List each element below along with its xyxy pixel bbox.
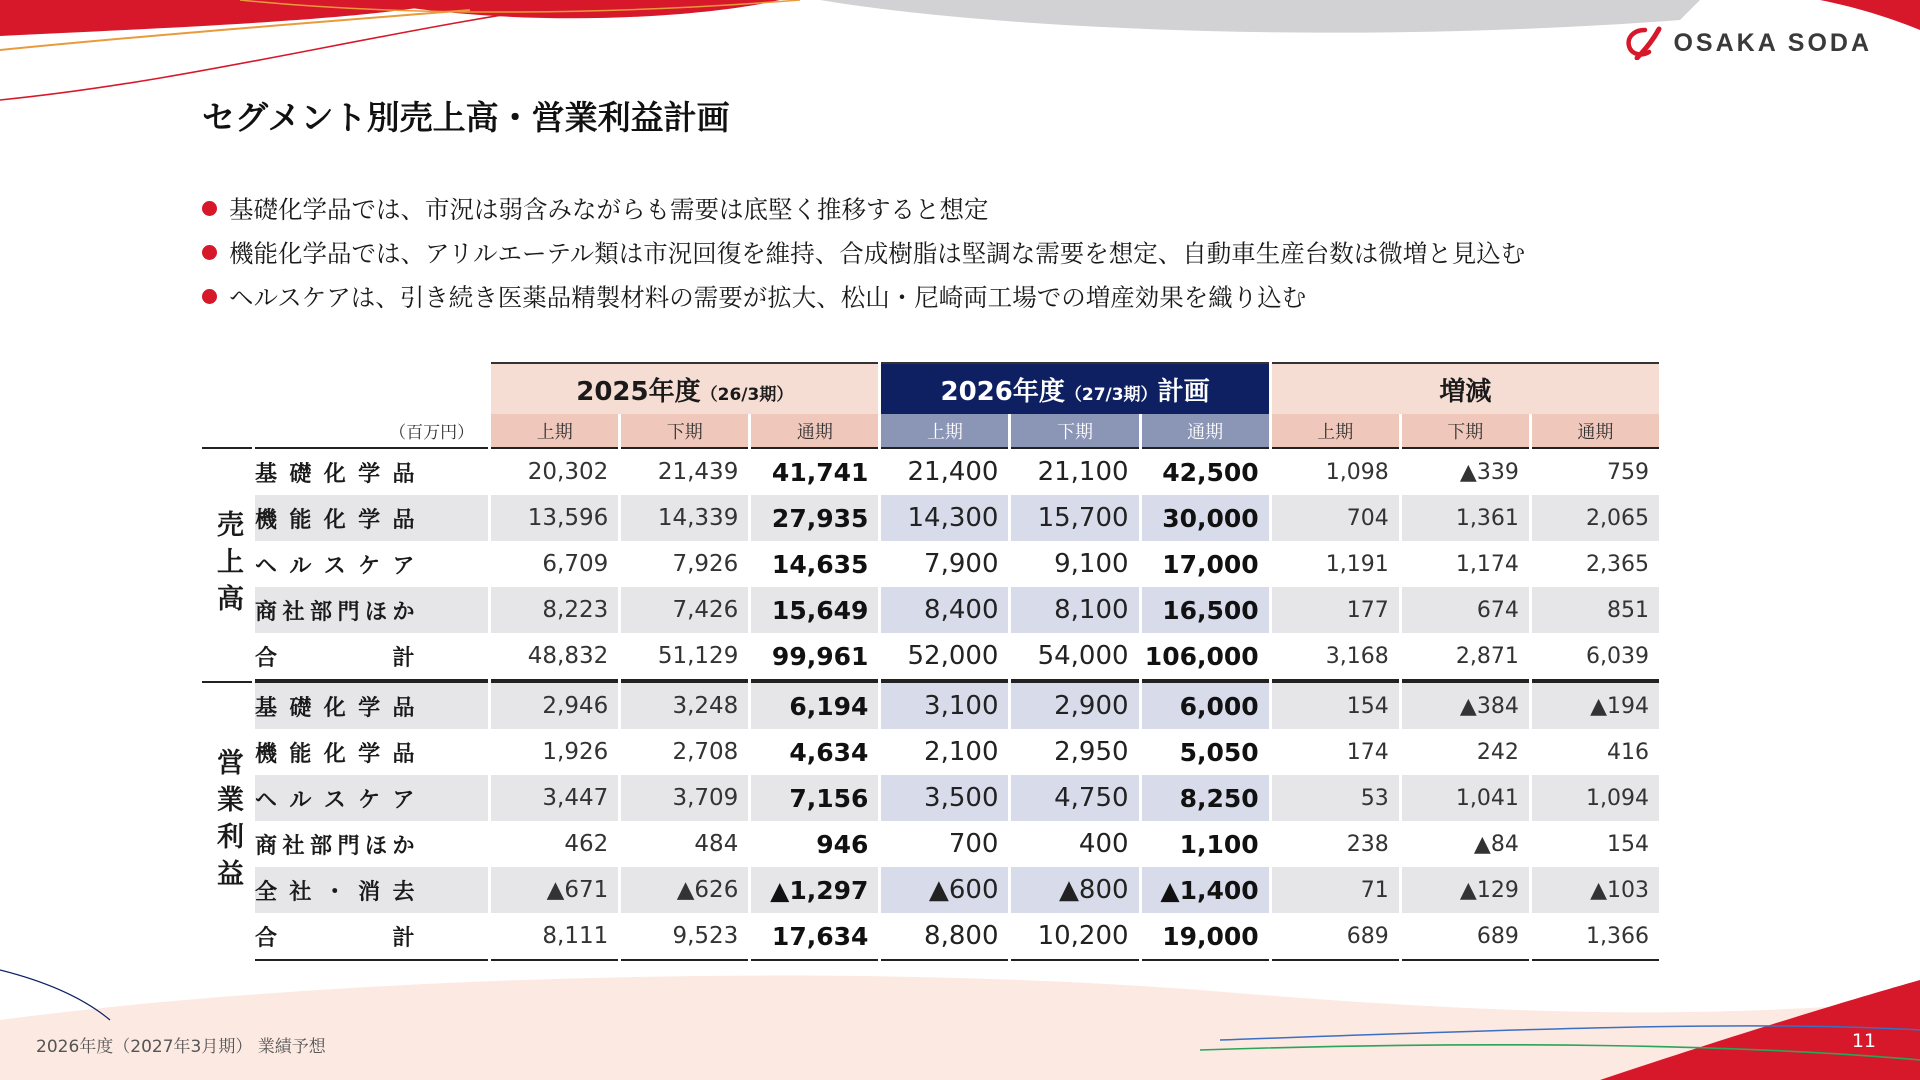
table-cell: 10,200: [1011, 913, 1138, 961]
table-cell: ▲800: [1011, 867, 1138, 913]
subheader-h2: 下期: [621, 414, 748, 447]
row-label-text: 合 計: [255, 645, 416, 671]
table-cell: 42,500: [1142, 447, 1269, 495]
header-2026-suffix: 計画: [1157, 376, 1210, 407]
table-cell: 8,800: [881, 913, 1008, 961]
header-2026-label: 2026年度: [940, 376, 1065, 407]
bullet-text: 機能化学品では、アリルエーテル類は市況回復を維持、合成樹脂は堅調な需要を想定、自動車生産台数は微増と見込む: [229, 238, 1526, 268]
table-cell: 851: [1532, 587, 1659, 633]
row-label: [255, 775, 488, 821]
bullet-list: [202, 186, 1525, 318]
table-cell: 41,741: [751, 447, 878, 495]
bullet-item: [202, 274, 1525, 318]
table-cell: ▲626: [621, 867, 748, 913]
table-cell: 6,709: [542, 551, 609, 577]
table-cell: ▲84: [1473, 831, 1519, 857]
group-label: [202, 681, 252, 961]
table-cell: 9,100: [1054, 549, 1129, 579]
table-cell: 53: [1272, 775, 1399, 821]
row-label: [255, 681, 488, 729]
header-2026: [881, 362, 1268, 414]
header-2025-sub: （26/3期）: [700, 384, 794, 405]
table-cell: 154: [1607, 831, 1649, 857]
table-cell: ▲671: [491, 867, 618, 913]
table-cell: 1,100: [1179, 829, 1259, 859]
table-cell: 2,946: [491, 681, 618, 729]
table-cell: 704: [1272, 495, 1399, 541]
table-cell: 2,871: [1402, 633, 1529, 681]
table-cell: 54,000: [1011, 633, 1138, 681]
table-cell: 48,832: [491, 633, 618, 681]
brand-name: OSAKA SODA: [1673, 28, 1872, 57]
table-row: [202, 729, 1659, 775]
row-label-text: ヘ ル ス ケ ア: [255, 787, 415, 813]
table-cell: 8,223: [491, 587, 618, 633]
table-row: [202, 913, 1659, 961]
brand-logo: [1625, 26, 1872, 60]
table-cell: ▲600: [881, 867, 1008, 913]
subheader-h1: 上期: [491, 414, 618, 447]
row-label: [255, 587, 488, 633]
table-cell: 7,926: [672, 551, 739, 577]
table-cell: 21,100: [1011, 447, 1138, 495]
bullet-item: [202, 186, 1525, 230]
table-cell: 3,447: [491, 775, 618, 821]
bullet-text: ヘルスケアは、引き続き医薬品精製材料の需要が拡大、松山・尼崎両工場での増産効果を織り込む: [229, 282, 1307, 312]
table-cell: 7,900: [924, 549, 999, 579]
table-cell: 689: [1402, 913, 1529, 961]
table-cell: 99,961: [751, 633, 878, 681]
table-cell: 21,400: [881, 447, 1008, 495]
footer-text: 2026年度（2027年3月期） 業績予想: [36, 1037, 326, 1057]
table-cell: 2,900: [1011, 681, 1138, 729]
table-cell: 20,302: [491, 447, 618, 495]
table-cell: ▲103: [1532, 867, 1659, 913]
table-cell: 462: [564, 831, 609, 857]
table-cell: ▲384: [1402, 681, 1529, 729]
table-cell: 2,708: [672, 739, 739, 765]
bullet-dot-icon: [202, 201, 217, 216]
group-label-text: 営業利益: [212, 748, 244, 896]
table-row: [202, 633, 1659, 681]
row-label: [255, 913, 488, 961]
table-cell: 14,635: [771, 549, 869, 579]
group-label-text: 売上高: [212, 509, 244, 621]
table-cell: 154: [1272, 681, 1399, 729]
table-cell: ▲1,297: [751, 867, 878, 913]
table-row: [202, 775, 1659, 821]
table-cell: 484: [694, 831, 739, 857]
table-row: [202, 821, 1659, 867]
operating-profit-section: [202, 681, 1659, 961]
table-cell: 2,100: [924, 737, 999, 767]
row-label: [255, 541, 488, 587]
table-cell: 15,700: [1011, 495, 1138, 541]
table-cell: 946: [816, 829, 869, 859]
table-cell: ▲339: [1402, 447, 1529, 495]
table-cell: 177: [1272, 587, 1399, 633]
table-cell: 8,250: [1142, 775, 1269, 821]
table-cell: 2,065: [1532, 495, 1659, 541]
table-cell: 6,039: [1532, 633, 1659, 681]
sales-section: [202, 447, 1659, 681]
table-cell: 3,168: [1272, 633, 1399, 681]
bullet-dot-icon: [202, 289, 217, 304]
table-cell: 21,439: [621, 447, 748, 495]
table-cell: 51,129: [621, 633, 748, 681]
table-cell: 52,000: [881, 633, 1008, 681]
brand-mark-icon: [1625, 26, 1665, 60]
subheader-fy: 通期: [1142, 414, 1269, 447]
table-cell: 1,094: [1532, 775, 1659, 821]
row-label-text: 商 社 部 門 ほ か: [255, 599, 415, 625]
table-row: [202, 447, 1659, 495]
table-cell: 2,365: [1586, 551, 1649, 577]
header-2026-sub: （27/3期）: [1064, 384, 1158, 405]
subheader-h2: 下期: [1402, 414, 1529, 447]
table-cell: 7,156: [751, 775, 878, 821]
table-cell: 1,041: [1402, 775, 1529, 821]
table-cell: 16,500: [1142, 587, 1269, 633]
table-cell: 238: [1346, 831, 1389, 857]
table-cell: 416: [1607, 739, 1649, 765]
table-cell: 1,361: [1402, 495, 1529, 541]
row-label-text: 基 礎 化 学 品: [255, 461, 415, 487]
page-title: セグメント別売上高・営業利益計画: [202, 98, 730, 137]
subheader-fy: 通期: [751, 414, 878, 447]
subheader-h1: 上期: [1272, 414, 1399, 447]
table-cell: 9,523: [621, 913, 748, 961]
table-cell: 3,500: [881, 775, 1008, 821]
table-cell: 7,426: [621, 587, 748, 633]
table-cell: 14,300: [881, 495, 1008, 541]
row-label: [255, 495, 488, 541]
table-cell: 700: [948, 829, 999, 859]
table-cell: 1,366: [1532, 913, 1659, 961]
table-cell: 2,950: [1054, 737, 1129, 767]
row-label: [255, 867, 488, 913]
bullet-text: 基礎化学品では、市況は弱含みながらも需要は底堅く推移すると想定: [229, 194, 989, 224]
row-label-text: 商 社 部 門 ほ か: [255, 833, 415, 859]
table-cell: 27,935: [751, 495, 878, 541]
row-label-text: 基 礎 化 学 品: [255, 695, 415, 721]
table-cell: 17,634: [751, 913, 878, 961]
table-cell: 400: [1078, 829, 1129, 859]
table-cell: 5,050: [1179, 737, 1259, 767]
table-row: [202, 867, 1659, 913]
table-cell: 4,634: [789, 737, 869, 767]
table-row: [202, 681, 1659, 729]
table-cell: 15,649: [751, 587, 878, 633]
row-label-text: 機 能 化 学 品: [255, 741, 415, 767]
table-row: [202, 495, 1659, 541]
row-label-text: 機 能 化 学 品: [255, 507, 415, 533]
table-cell: 3,709: [621, 775, 748, 821]
table-cell: 8,400: [881, 587, 1008, 633]
table-cell: 6,194: [751, 681, 878, 729]
segment-table: [199, 362, 1662, 961]
table-cell: 759: [1532, 447, 1659, 495]
table-cell: 71: [1272, 867, 1399, 913]
row-label: [255, 633, 488, 681]
table-cell: 13,596: [491, 495, 618, 541]
page-number: 11: [1851, 1030, 1876, 1052]
subheader-h1: 上期: [881, 414, 1008, 447]
table-row: [202, 587, 1659, 633]
row-label: [255, 729, 488, 775]
group-label: [202, 447, 252, 681]
table-cell: 3,248: [621, 681, 748, 729]
table-cell: 174: [1346, 739, 1389, 765]
row-label-text: ヘ ル ス ケ ア: [255, 553, 415, 579]
subheader-fy: 通期: [1532, 414, 1659, 447]
table-cell: 14,339: [621, 495, 748, 541]
row-label-text: 合 計: [255, 925, 416, 951]
unit-label: （百万円）: [389, 423, 475, 443]
bullet-dot-icon: [202, 245, 217, 260]
header-diff: 増減: [1272, 362, 1659, 414]
table-cell: 3,100: [881, 681, 1008, 729]
table-cell: 674: [1402, 587, 1529, 633]
table-cell: 30,000: [1142, 495, 1269, 541]
table-cell: 106,000: [1142, 633, 1269, 681]
subheader-h2: 下期: [1011, 414, 1138, 447]
table-cell: 1,926: [542, 739, 609, 765]
table-cell: 17,000: [1162, 549, 1259, 579]
table-row: [202, 541, 1659, 587]
row-label-text: 全 社 ・ 消 去: [255, 879, 415, 905]
footer-decoration: [0, 960, 1920, 1080]
table-cell: 689: [1272, 913, 1399, 961]
table-cell: 242: [1476, 739, 1519, 765]
header-2025-label: 2025年度: [576, 376, 701, 407]
table-cell: ▲194: [1532, 681, 1659, 729]
table-cell: 8,111: [491, 913, 618, 961]
header-row-sub: [202, 414, 1659, 447]
header-row-main: [202, 362, 1659, 414]
table-cell: ▲1,400: [1142, 867, 1269, 913]
row-label: [255, 447, 488, 495]
table-cell: 8,100: [1011, 587, 1138, 633]
table-cell: 19,000: [1142, 913, 1269, 961]
table-cell: ▲129: [1402, 867, 1529, 913]
table-cell: 6,000: [1142, 681, 1269, 729]
table-cell: 1,174: [1455, 551, 1519, 577]
table-cell: 4,750: [1011, 775, 1138, 821]
bullet-item: [202, 230, 1525, 274]
table-cell: 1,098: [1272, 447, 1399, 495]
header-2025: [491, 362, 878, 414]
table-cell: 1,191: [1325, 551, 1389, 577]
row-label: [255, 821, 488, 867]
